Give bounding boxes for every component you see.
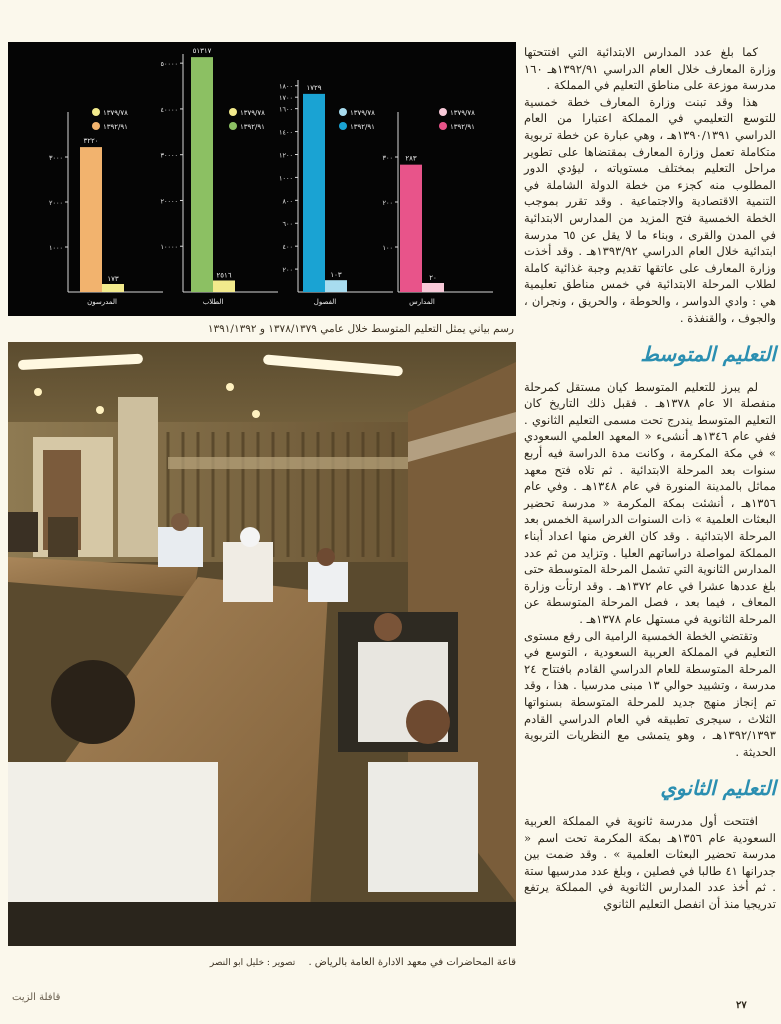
y-tick-label: ٨٠٠ — [282, 197, 293, 206]
photo-caption — [8, 952, 516, 974]
section-heading-secondary: التعليم الثانوي — [660, 776, 776, 801]
bar-chart-panel — [8, 42, 516, 316]
y-tick-label: ٢٠٠٠٠ — [160, 197, 178, 206]
bar-1392-91 — [303, 94, 325, 292]
bar-value-label: ٢٥١٦ — [216, 271, 232, 280]
y-tick-label: ١٠٠ — [382, 244, 393, 252]
bar-value-label: ٥١٣١٧ — [192, 47, 212, 56]
y-tick-label: ٣٠٠ — [382, 154, 393, 162]
chart-caption: رسم بياني يمثل التعليم المتوسط خلال عامي ١٣٧٨/١٣٧٩ و ١٣٩١/١٣٩٢ — [207, 323, 514, 335]
y-tick-label: ٣٠٠٠٠ — [160, 151, 178, 160]
legend-swatch-1392-91 — [229, 122, 237, 130]
y-tick-label: ٦٠٠ — [282, 220, 293, 229]
legend-label: ١٣٧٩/٧٨ — [350, 109, 375, 117]
page-number: ٢٧ — [736, 1000, 747, 1011]
legend-label: ١٣٩٢/٩١ — [450, 123, 475, 131]
category-label: المدرسون — [87, 298, 117, 306]
y-tick-label: ٢٠٠ — [282, 266, 293, 275]
y-tick-label: ١٤٠٠ — [279, 128, 293, 137]
legend-swatch-1392-91 — [92, 122, 100, 130]
legend-swatch-1379-78 — [339, 108, 347, 116]
bar-1379-78 — [422, 283, 444, 292]
bar-1392-91 — [400, 165, 422, 292]
bar-1392-91 — [191, 57, 213, 292]
category-label: الطلاب — [202, 298, 224, 306]
legend-swatch-1392-91 — [439, 122, 447, 130]
legend-label: ١٣٩٢/٩١ — [350, 123, 375, 131]
magazine-name: قافلة الزيت — [12, 992, 61, 1003]
y-tick-label: ١٠٠٠ — [279, 174, 293, 183]
y-tick-label: ٣٠٠٠ — [49, 154, 63, 162]
bar-value-label: ١٠٣ — [330, 271, 342, 280]
y-tick-label: ٥٠٠٠٠ — [160, 60, 178, 69]
bar-value-label: ٢٠ — [429, 274, 437, 282]
y-tick-label: ١٢٠٠ — [279, 151, 293, 160]
y-tick-label: ١٦٠٠ — [279, 105, 293, 114]
legend-swatch-1379-78 — [92, 108, 100, 116]
y-tick-label: ١٨٠٠ — [279, 82, 293, 91]
legend-label: ١٣٧٩/٧٨ — [450, 109, 475, 117]
category-label: الفصول — [313, 298, 337, 306]
bar-1379-78 — [102, 284, 124, 292]
bar-1379-78 — [213, 280, 235, 292]
photo-credit: تصوير : خليل ابو النصر — [209, 958, 296, 968]
y-tick-label: ٤٠٠٠٠ — [160, 105, 178, 114]
intro-paragraph-1: كما بلغ عدد المدارس الابتدائية التي افتتحتها وزارة المعارف خلال العام الدراسي ١٣٩٢/٩١هـ ١٦٠ مدرسة موزعة على مناطق التعليم في المملكة . — [524, 45, 776, 93]
legend-label: ١٣٩٢/٩١ — [103, 123, 128, 131]
article-column — [524, 44, 776, 913]
photo-caption-text: قاعة المحاضرات في معهد الادارة العامة بالرياض . — [308, 957, 516, 968]
legend-label: ١٣٩٢/٩١ — [240, 123, 265, 131]
y-tick-label: ١٠٠٠ — [49, 244, 63, 252]
y-tick-label: ٤٠٠ — [282, 243, 293, 252]
y-tick-label: ٢٠٠ — [382, 199, 393, 207]
category-label: المدارس — [409, 298, 435, 306]
bar-value-label: ٣٢٢٠ — [83, 137, 99, 146]
bar-value-label: ١٧٣ — [107, 275, 119, 283]
bar-value-label: ١٧٢٩ — [306, 83, 322, 92]
y-tick-label: ١٠٠٠٠ — [160, 243, 178, 252]
legend-swatch-1379-78 — [439, 108, 447, 116]
conference-room-photo — [8, 342, 516, 946]
bar-value-label: ٢٨٣ — [405, 154, 417, 163]
legend-swatch-1392-91 — [339, 122, 347, 130]
photo-illustration — [8, 342, 516, 946]
legend-swatch-1379-78 — [229, 108, 237, 116]
legend-label: ١٣٧٩/٧٨ — [240, 109, 265, 117]
bar-1392-91 — [80, 147, 102, 292]
intermediate-paragraph-2: وتقتضي الخطة الخمسية الرامية الى رفع مستوى التعليم في المملكة العربية السعودية ، التوسع في المرحلة المتوسطة للعام الدراسي القادم بافتتاح ٢٤ مدرسة ، وتشييد حوالي ١٣ مبنى مدرسيا . هذا ، وقد تم إنجاز منهج جديد للمرحلة المتوسطة بسنواتها الثلاث ، سيجرى تطبيقه في العام الدراسي القادم ١٣٩٢/١٣٩٣هـ ، وهو يتمشى مع النظريات التربوية الحديثة . — [524, 628, 776, 759]
chart-svg — [8, 42, 516, 316]
intro-paragraph-2: هذا وقد تبنت وزارة المعارف خطة خمسية للتوسع التعليمي في المملكة اعتبارا من العام الدراسي ١٣٩٠/١٣٩١هـ ، وهي عبارة عن خطة تربوية متكاملة تعمل وزارة المعارف بمقتضاها على تطوير مراحل التعليم بمختلف مستوياته ، ليؤدي الدور المطلوب منه كجزء من خطة الدولة الشاملة في التنمية الاقتصادية والاجتماعية . وقد تقرر بموجب الخطة الخمسية فتح المزيد من المدارس الابتدائية في المدن والقرى ، وبناء ما لا يقل عن ٦٥ مدرسة ابتدائية خلال العام الدراسي ١٣٩٣/٩٢هـ . وقد أخذت وزارة المعارف على عاتقها تقديم وجبة غذائية كاملة لطلاب المرحلة الابتدائية في خمس مناطق تعليمية هي : وادي الدواسر ، والحوطة ، والحريق ، ونجران ، والجوف ، والقنفذة . — [524, 94, 777, 325]
y-tick-label: ٢٠٠٠ — [49, 199, 63, 207]
intermediate-paragraph-1: لم يبرز للتعليم المتوسط كيان مستقل كمرحلة منفصلة الا عام ١٣٧٨هـ . فقبل ذلك التاريخ كان التعليم المتوسط يندرج تحت مسمى التعليم الثانوي . ففي عام ١٣٤٦هـ أنشىء « المعهد العلمي السعودي » في مكة المكرمة ، وكانت مدة الدراسة فيه أربع سنوات بعد المرحلة الابتدائية . ثم تلاه فتح معهد مماثل بالمدينة المنورة في عام ١٣٤٨هـ . وفي عام ١٣٥٦هـ ، أنشئت بمكة المكرمة « مدرسة تحضير البعثات العلمية » ذات السنوات الدراسية الخمس بعد المرحلة الابتدائية . وقد كان الغرض منها اعداد أبناء المملكة لمواصلة دراساتهم العليا . وتزايد من ثم عدد المدارس الثانوية التي تشمل المرحلة المتوسطة حتى بلغ عددها عشرا في عام ١٣٧٢هـ . وقد ارتأت وزارة المعاف ، فيما بعد ، فصل المرحلة المتوسطة عن المرحلة الثانوية في مستهل عام ١٣٧٨هـ . — [524, 379, 777, 626]
section-heading-intermediate: التعليم المتوسط — [640, 342, 776, 367]
secondary-paragraph-1: افتتحت أول مدرسة ثانوية في المملكة العربية السعودية عام ١٣٥٦هـ بمكة المكرمة تحت اسم « مدرسة تحضير البعثات العلمية » . وقد ضمت بين جدرانها ٤١ طالبا في فصلين ، وبلغ عدد مدرسيها ستة . ثم أخذ عدد المدارس الثانوية في المملكة يرتفع تدريجيا منذ أن انفصل التعليم الثانوي — [524, 813, 776, 911]
y-tick-label: ١٧٠٠ — [279, 94, 293, 103]
legend-label: ١٣٧٩/٧٨ — [103, 109, 128, 117]
bar-1379-78 — [325, 280, 347, 292]
